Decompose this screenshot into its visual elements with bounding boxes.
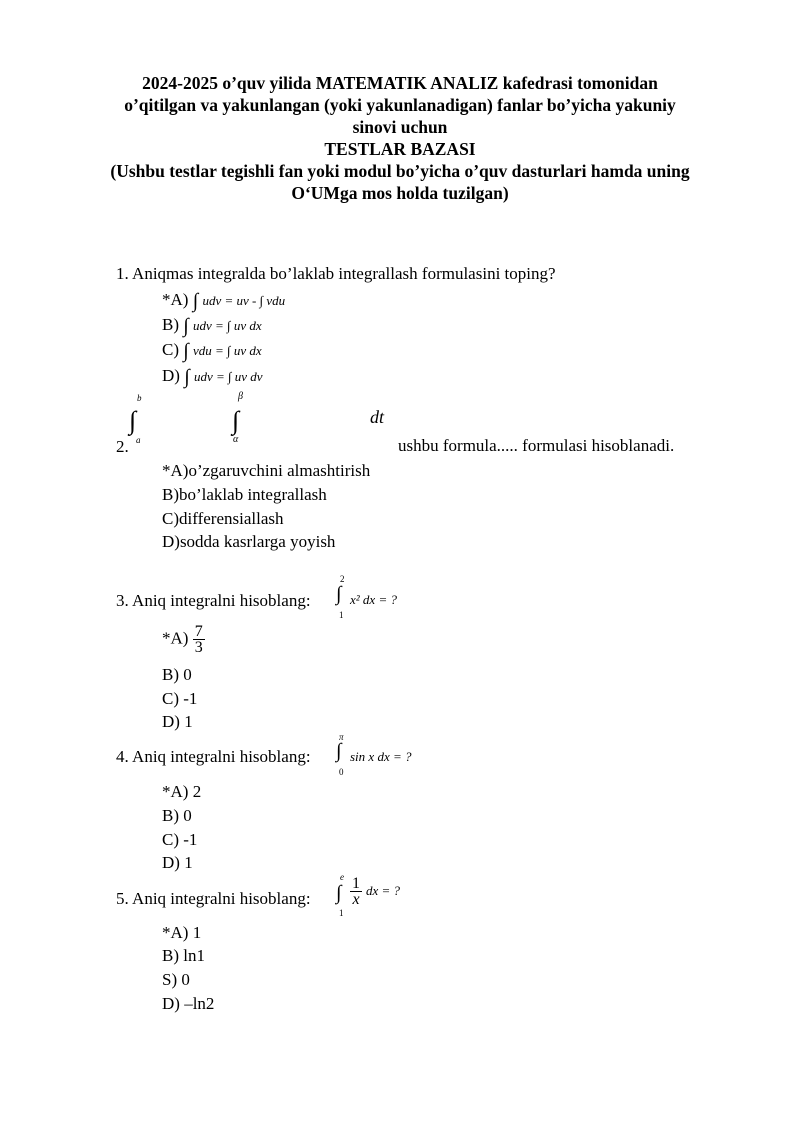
header-line-6: O‘UMga mos holda tuzilgan) [291,183,509,203]
q2-integral-2: ∫ [232,406,240,435]
q5-integral-sign: ∫ [336,882,342,904]
q4-upper-limit: π [339,732,344,742]
q3-option-a-label: *A) [162,628,189,648]
q1-option-c [162,338,262,362]
q1-option-c-label: C) [162,340,179,359]
q4-lower-limit: 0 [339,767,344,777]
header-line-2: o’qitilgan va yakunlangan (yoki yakunlanadigan) fanlar bo’yicha yakuniy [124,95,676,115]
q1-option-b [162,313,262,337]
question-5-text: 5. Aniq integralni hisoblang: [116,889,311,908]
q3-option-a [162,624,205,655]
q4-integrand: sin x dx = ? [350,749,412,764]
q1-option-d-formula: udv = ∫ uv dv [193,369,263,384]
q3-option-c: C) -1 [162,689,198,708]
integral-sign: ∫ [192,290,199,312]
q5-option-a: *A) 1 [162,923,202,942]
q3-lower-limit: 1 [339,610,344,620]
q2-limit-b: b [137,393,142,403]
q3-integrand: x² dx = ? [350,592,397,607]
q2-limit-a: a [136,435,141,445]
q3-upper-limit: 2 [340,574,345,584]
question-1-text: 1. Aniqmas integralda bo’laklab integrallash formulasini toping? [116,264,556,283]
integral-sign: ∫ [184,366,190,388]
q4-option-b: B) 0 [162,806,192,825]
q5-option-b: B) ln1 [162,946,205,965]
q5-fraction-denominator: x [352,891,360,908]
q3-option-b: B) 0 [162,665,192,684]
document-header [100,72,700,204]
question-3-text: 3. Aniq integralni hisoblang: [116,591,311,610]
header-line-3: sinovi uchun [352,117,448,137]
integral-sign: ∫ [183,315,189,337]
q1-option-d [162,364,263,388]
q2-option-d: D)sodda kasrlarga yoyish [162,532,336,551]
q4-option-c: C) -1 [162,830,198,849]
q4-option-d: D) 1 [162,853,193,872]
q3-option-d: D) 1 [162,712,193,731]
q2-number: 2. [116,437,129,456]
integral-sign: ∫ [183,340,189,362]
q5-upper-limit: e [340,872,344,882]
q3-option-a-fraction [193,624,205,655]
q5-option-c: S) 0 [162,970,190,989]
header-title: TESTLAR BAZASI [324,139,476,159]
q2-limit-alpha: α [233,434,239,445]
q2-option-c: C)differensiallash [162,509,284,528]
q1-option-a [162,288,285,312]
q2-text: ushbu formula..... formulasi hisoblanadi. [398,436,675,455]
q1-option-a-label: *A) [162,290,189,309]
header-line-5: (Ushbu testlar tegishli fan yoki modul bo’yicha o’quv dasturlari hamda uning [110,161,690,181]
q5-fraction-numerator: 1 [352,875,360,892]
question-4-text: 4. Aniq integralni hisoblang: [116,747,311,766]
q5-fraction [350,876,362,907]
q2-option-a: *A)o’zgaruvchini almashtirish [162,461,371,480]
q2-limit-beta: β [238,391,243,402]
q1-option-b-label: B) [162,315,179,334]
q2-option-b: B)bo’laklab integrallash [162,485,327,504]
q3-fraction-denominator: 3 [194,639,203,656]
q4-integral-sign: ∫ [336,740,342,762]
q5-lower-limit: 1 [339,908,344,918]
q1-option-b-formula: udv = ∫ uv dx [192,318,262,333]
q1-option-a-formula: udv = uv - ∫ vdu [202,293,286,308]
q4-option-a: *A) 2 [162,782,202,801]
q3-integral-sign: ∫ [336,583,342,605]
q2-dt: dt [370,407,385,427]
header-line-1: 2024-2025 o’quv yilida MATEMATIK ANALIZ kafedrasi tomonidan [142,73,658,93]
q5-option-d: D) –ln2 [162,994,215,1013]
q1-option-d-label: D) [162,366,180,385]
q5-integrand-rest: dx = ? [366,883,401,899]
q1-option-c-formula: vdu = ∫ uv dx [192,343,262,358]
q5-integrand [350,876,400,907]
q3-fraction-numerator: 7 [194,623,203,640]
q2-integral-1: ∫ [129,406,137,435]
